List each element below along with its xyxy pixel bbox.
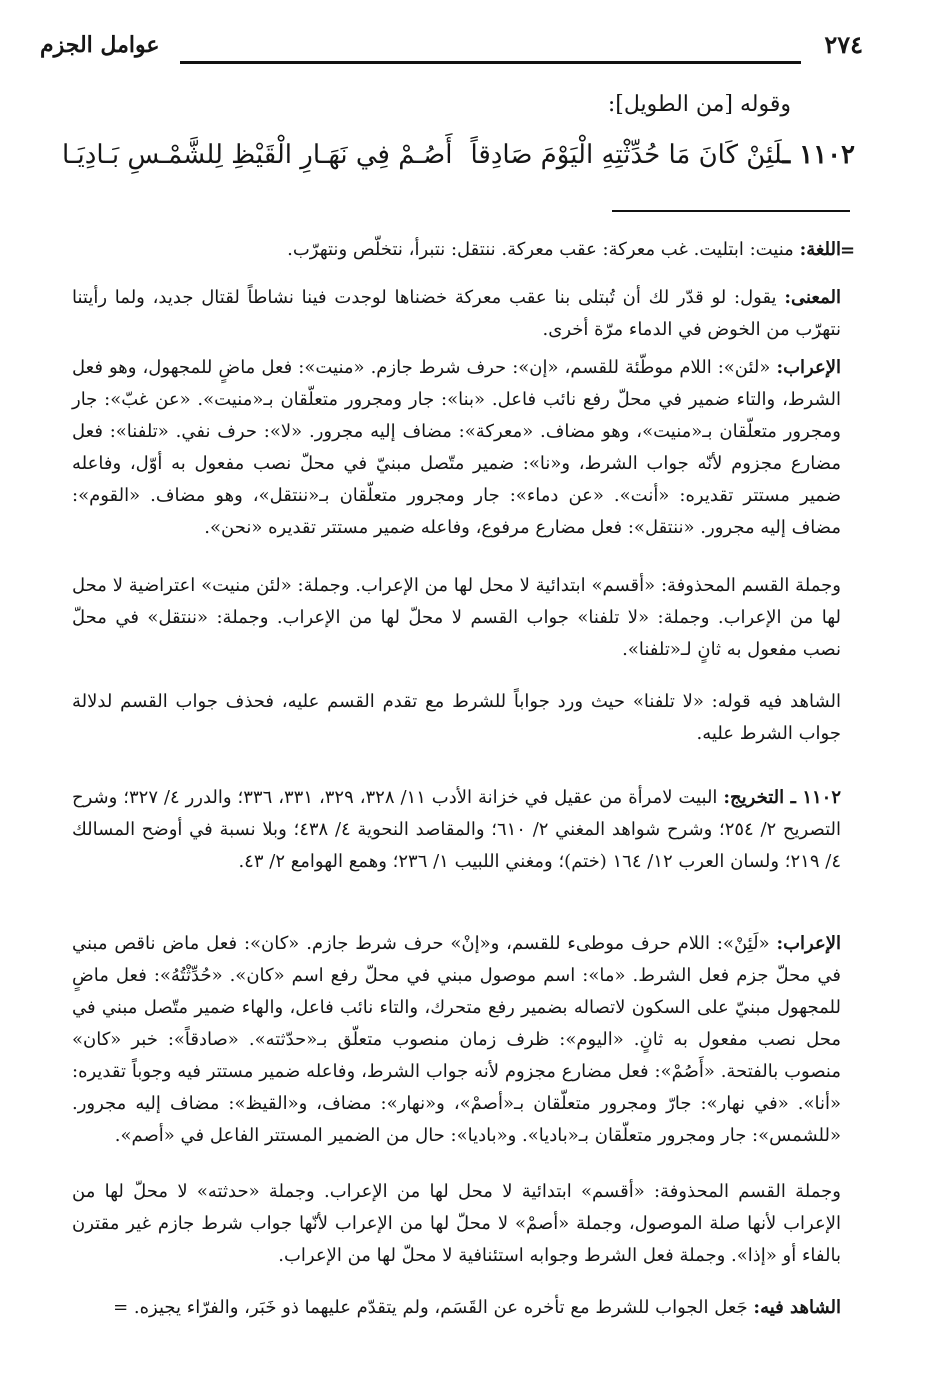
jumla-paragraph-top: وجملة القسم المحذوفة: «أقسم» ابتدائية لا محل لها من الإعراب. وجملة: «لئن منيت» اعتراضية لا محل لها من الإعراب. وجملة: «لا تلفنا» جواب القسم لا محلّ لها من الإعراب. وجملة: «ننتقل» في محلّ نصب مفعول به ثانٍ لـ«تلفنا». [72, 575, 841, 660]
verse-line [62, 140, 855, 184]
lugha-paragraph [72, 234, 841, 266]
mana-label: المعنى: [784, 287, 841, 308]
page-number: ٢٧٤ [824, 30, 863, 59]
mana-paragraph [72, 282, 841, 346]
irab-text-top: «لئن»: اللام موطّئة للقسم، «إن»: حرف شرط جازم. «منيت»: فعل ماضٍ للمجهول، وهو فعل الشرط، والتاء ضمير في محلّ رفع نائب فاعل. «بنا»: جار ومجرور متعلّقان بـ«منيت». «عن غبّ»: جار ومجرور متعلّقان بـ«منيت»، وهو مضاف. «معركة»: مضاف إليه مجرور. «لا»: حرف نفي. «تلفنا»: فعل مضارع مجزوم لأنّه جواب الشرط، و«نا»: ضمير متّصل مبنيّ في محلّ نصب مفعول به أوّل، وفاعله ضمير مستتر تقديره: «أنت». «عن دماء»: جار ومجرور متعلّقان بـ«ننتقل»، وهو مضاف. «القوم»: مضاف إليه مجرور. «ننتقل»: فعل مضارع مرفوع، وفاعله ضمير مستتر تقديره «نحن». [72, 357, 841, 538]
shahid-paragraph-top: الشاهد فيه قوله: «لا تلفنا» حيث ورد جواباً للشرط مع تقدم القسم عليه، فحذف جواب القسم لدلالة جواب الشرط عليه. [72, 691, 841, 744]
shahid-paragraph-bottom [72, 1292, 841, 1324]
running-header [40, 30, 863, 70]
irab-text-bottom: «لَئِنْ»: اللام حرف موطىء للقسم، و«إنْ» حرف شرط جازم. «كان»: فعل ماض ناقص مبني في محلّ جزم فعل الشرط. «ما»: اسم موصول مبني في محلّ رفع اسم «كان». «حُدِّثْتُهُ»: فعل ماضٍ للمجهول مبنيّ على السكون لاتصاله بضمير رفع متحرك، والتاء نائب فاعل، والهاء ضمير متّصل مبني في محل نصب مفعول به ثانٍ. «اليوم»: ظرف زمان منصوب متعلّق بـ«حدّثته». «صادقاً»: خبر «كان» منصوب بالفتحة. «أَصُمْ»: فعل مضارع مجزوم لأنه جواب الشرط، وفاعله ضمير مستتر فيه وجوباً تقديره: «أنا». «في نهار»: جارّ ومجرور متعلّقان بـ«أصمْ»، و«نهار»: مضاف، و«القيظ»: مضاف إليه مجرور. «للشمس»: جار ومجرور متعلّقان بـ«باديا». و«باديا»: حال من الضمير المستتر الفاعل في «أصم». [72, 933, 841, 1146]
takhrij-paragraph [72, 782, 841, 878]
takhrij-text: البيت لامرأة من عقيل في خزانة الأدب ١١/ ٣٢٨، ٣٢٩، ٣٣١، ٣٣٦؛ والدرر ٤/ ٣٢٧؛ وشرح التصريح ٢/ ٢٥٤؛ وشرح شواهد المغني ٢/ ٦١٠؛ والمقاصد النحوية ٤/ ٤٣٨؛ وبلا نسبة في أوضح المسالك ٤/ ٢١٩؛ ولسان العرب ١٢/ ١٦٤ (ختم)؛ ومغني اللبيب ١/ ٢٣٦؛ وهمع الهوامع ٢/ ٤٣. [72, 787, 842, 872]
continuation-mark-bottom: = [113, 1297, 129, 1318]
first-hemistich [470, 140, 855, 170]
shahid-label-bottom: الشاهد فيه: [753, 1297, 841, 1318]
irab-paragraph-bottom [72, 928, 841, 1152]
irab-paragraph-top [72, 352, 841, 544]
irab-label-top: الإعراب: [776, 357, 841, 378]
continuation-mark-top: = [840, 240, 856, 261]
takhrij-label: ١١٠٢ ـ التخريج: [723, 787, 842, 808]
verse-intro: وقوله [من الطويل]: [607, 92, 791, 117]
shahid-text-bottom: جَعل الجواب للشرط مع تأخره عن القَسَم، ولم يتقدّم عليهما ذو خَبَر، والفرّاء يجيزه. [133, 1297, 748, 1318]
first-hemistich-text: لَئِنْ كَانَ مَا حُدِّثْتِهِ الْيَوْمَ صَادِقاً [470, 140, 783, 170]
second-hemistich: أَصُـمْ فِي نَهَـارِ الْقَيْظِ لِلشَّمْـسِ بَـادِيَـا [62, 140, 453, 170]
verse-rule [612, 210, 850, 212]
irab-label-bottom: الإعراب: [776, 933, 841, 954]
running-title: عوامل الجزم [40, 32, 160, 58]
jumla-paragraph-bottom: وجملة القسم المحذوفة: «أقسم» ابتدائية لا محل لها من الإعراب. وجملة «حدثته» لا محلّ لها من الإعراب لأنها صلة الموصول، وجملة «أصمْ» لا محلّ لها من الإعراب لأنّها جواب شرط جازم غير مقترن بالفاء أو «إذا». وجملة فعل الشرط وجوابه استئنافية لا محلّ لها من الإعراب. [72, 1181, 841, 1266]
header-rule [180, 61, 801, 64]
lugha-text: منيت: ابتليت. غب معركة: عقب معركة. ننتقل: نتبرأ، نتخلّص ونتهرّب. [287, 239, 794, 260]
lugha-label: اللغة: [799, 239, 841, 260]
verse-number: ١١٠٢ ـ [782, 140, 855, 170]
mana-text: يقول: لو قدّر لك أن تُبتلى بنا عقب معركة خضناها لوجدت فينا نشاطاً لقتال جديد، ولما رأيتنا نتهرّب من الخوض في الدماء مرّة أخرى. [72, 287, 841, 340]
